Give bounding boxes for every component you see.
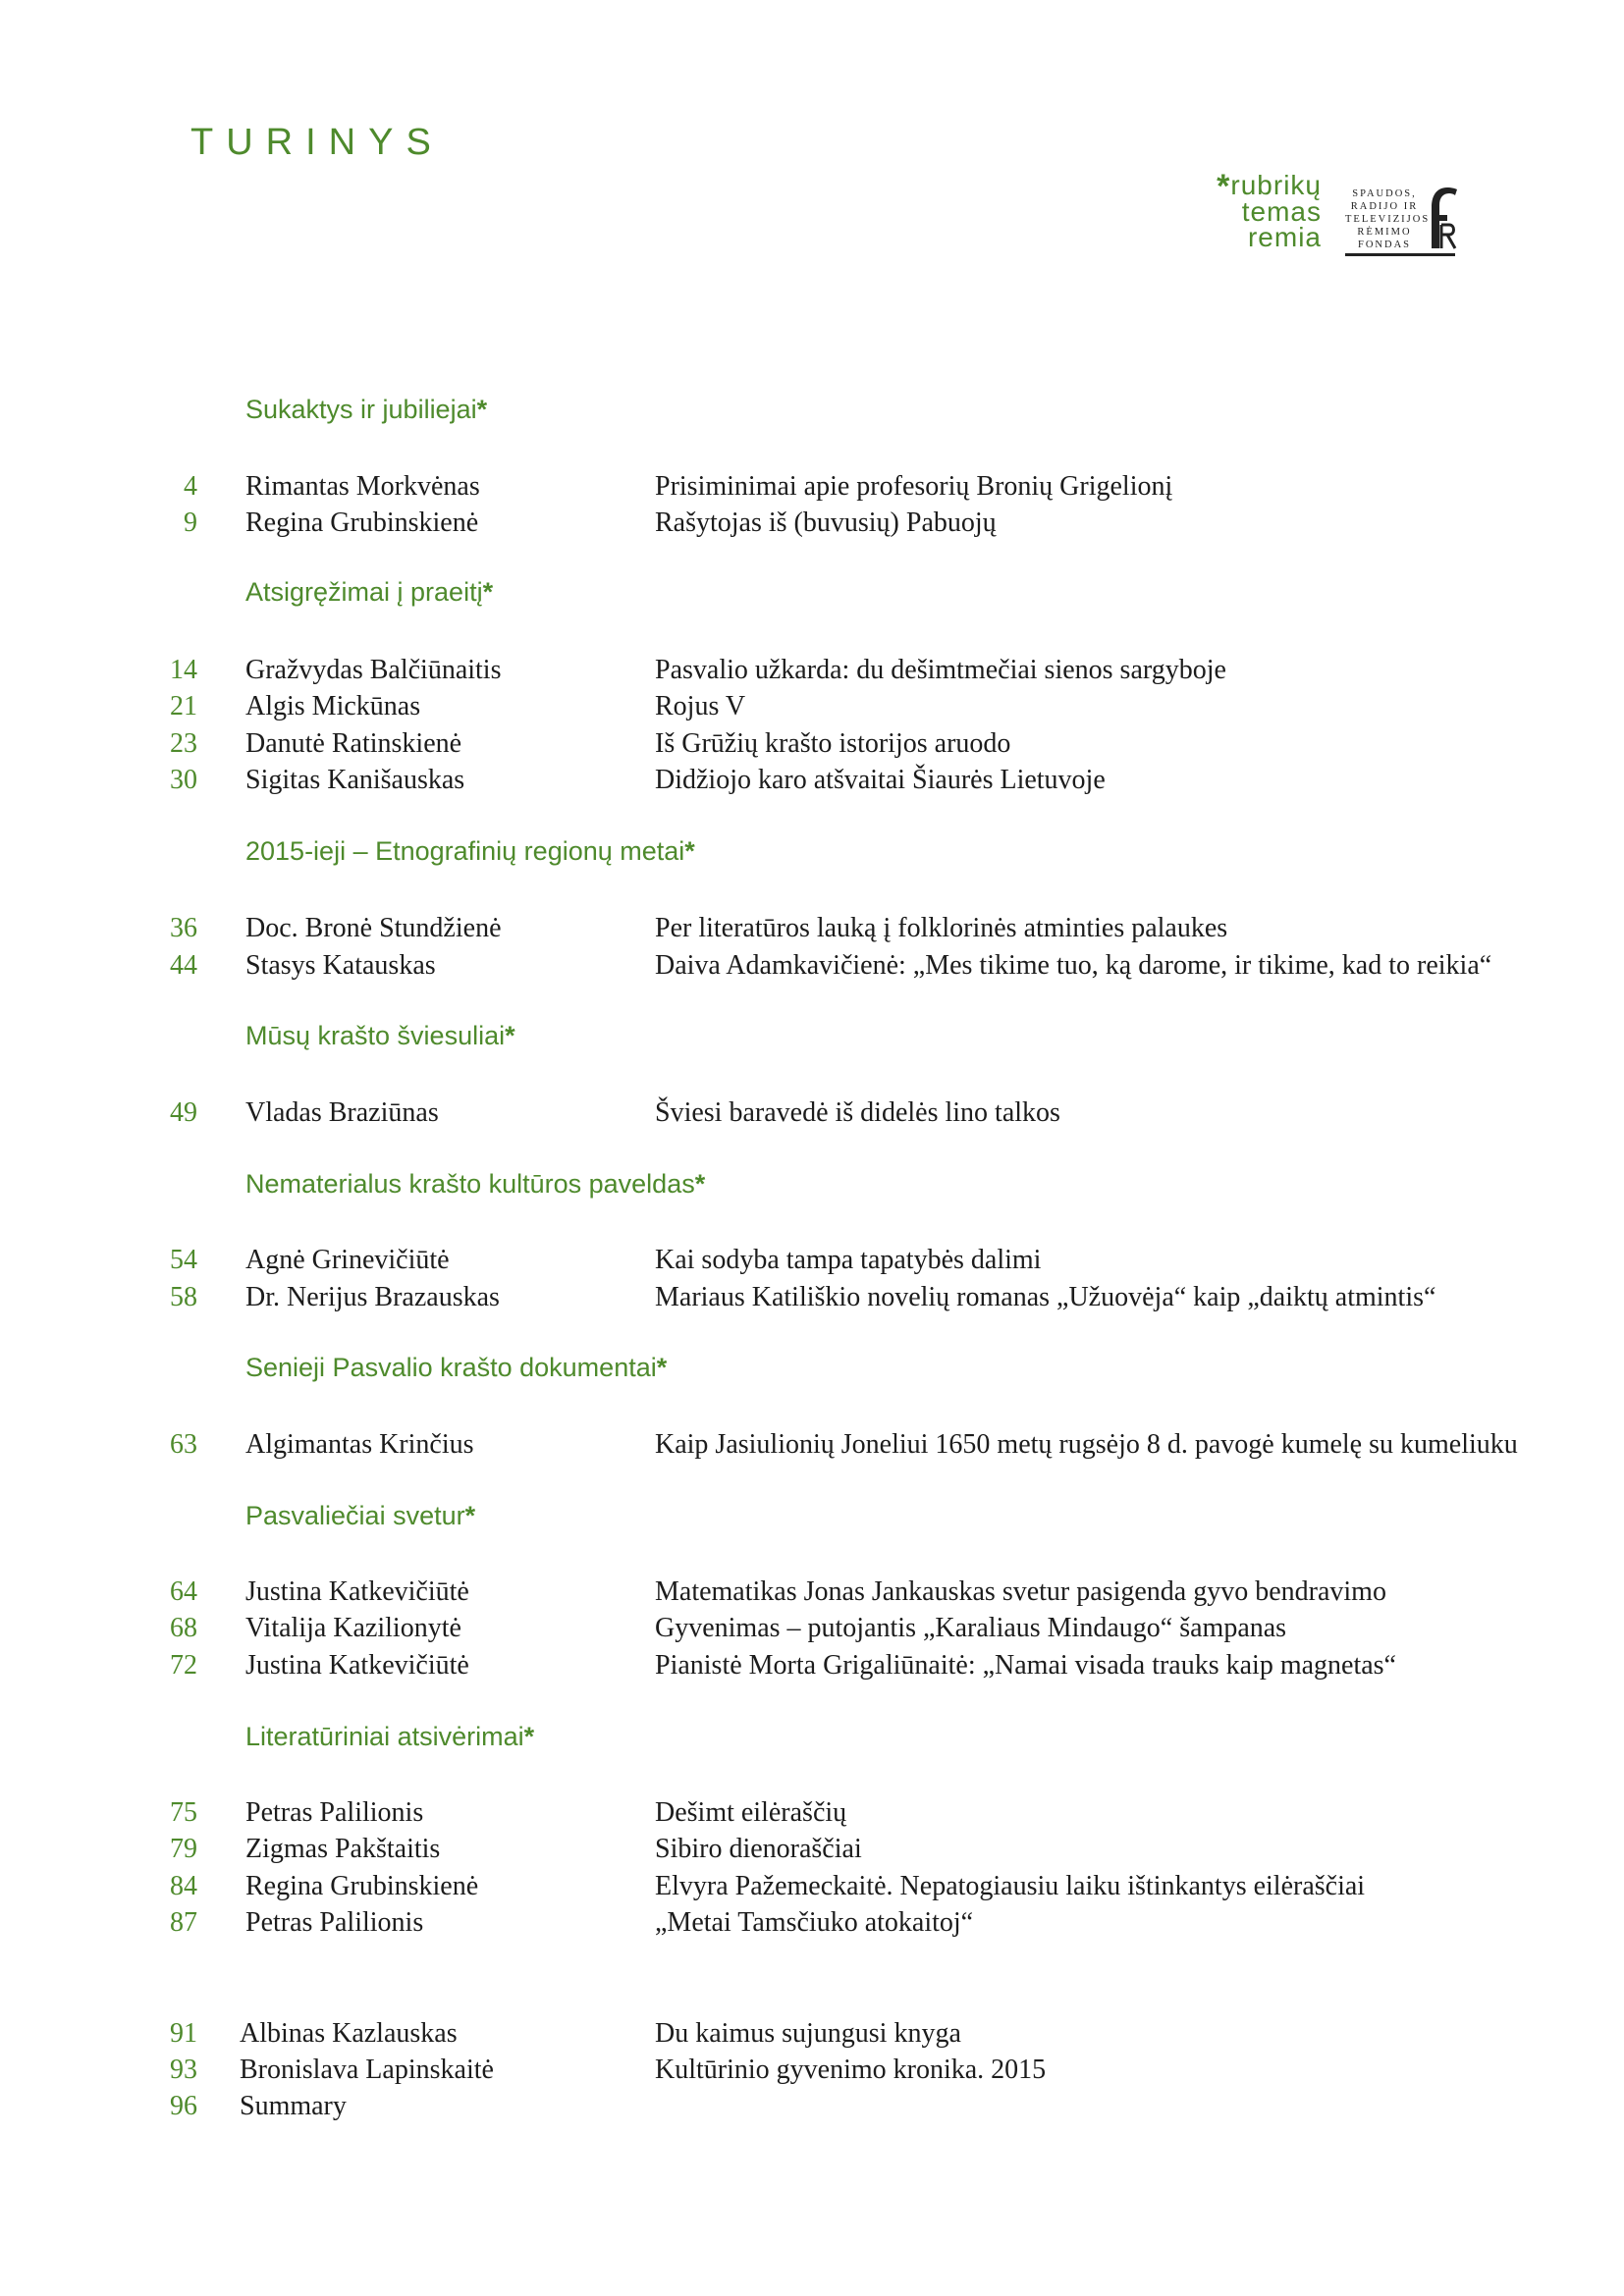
toc-entry: [0, 1243, 1624, 1278]
article-title: Iš Grūžių krašto istorijos aruodo: [655, 728, 1011, 759]
toc-entry: [0, 1575, 1624, 1610]
article-title: Rašytojas iš (buvusių) Pabuojų: [655, 507, 997, 538]
toc-entry: [0, 2089, 1624, 2124]
article-title: Dešimt eilėraščių: [655, 1797, 847, 1828]
toc-entry: [0, 948, 1624, 984]
page-number: 4: [184, 471, 197, 502]
fund-name: [1345, 187, 1431, 251]
toc-entry: [0, 2053, 1624, 2088]
article-title: Prisiminimai apie profesorių Bronių Grigelionį: [655, 471, 1173, 502]
article-title: Pianistė Morta Grigaliūnaitė: „Namai visada trauks kaip magnetas“: [655, 1650, 1396, 1681]
sponsor-line-3: remia: [1247, 222, 1322, 252]
toc-entry: [0, 653, 1624, 688]
fund-name-line: RĖMIMO: [1357, 227, 1412, 238]
section-heading: Pasvaliečiai svetur*: [245, 1501, 476, 1530]
toc-entry: [0, 726, 1624, 762]
article-title: Kai sodyba tampa tapatybės dalimi: [655, 1245, 1042, 1275]
toc-entry: [0, 469, 1624, 505]
author: Vitalija Kazilionytė: [245, 1613, 461, 1643]
page-number: 23: [170, 728, 197, 759]
article-title: Kaip Jasiulionių Joneliui 1650 metų rugsėjo 8 d. pavogė kumelę su kumeliuku: [655, 1429, 1518, 1460]
author: Justina Katkevičiūtė: [245, 1576, 469, 1607]
article-title: Du kaimus sujungusi knyga: [655, 2018, 961, 2049]
page-number: 87: [170, 1907, 197, 1938]
article-title: Kultūrinio gyvenimo kronika. 2015: [655, 2055, 1047, 2085]
author: Dr. Nerijus Brazauskas: [245, 1282, 500, 1312]
toc-entry: [0, 1869, 1624, 1904]
author: Justina Katkevičiūtė: [245, 1650, 469, 1681]
author: Vladas Braziūnas: [245, 1097, 439, 1128]
article-title: Elvyra Pažemeckaitė. Nepatogiausiu laiku ištinkantys eilėraščiai: [655, 1871, 1366, 1901]
page-number: 84: [170, 1871, 197, 1901]
page-number: 21: [170, 691, 197, 721]
toc-entry: [0, 689, 1624, 724]
article-title: Rojus V: [655, 691, 746, 721]
sponsor-tagline: [1214, 168, 1322, 252]
author: Rimantas Morkvėnas: [245, 471, 480, 502]
section-heading: Senieji Pasvalio krašto dokumentai*: [245, 1353, 668, 1382]
page-number: 63: [170, 1429, 197, 1460]
author: Sigitas Kanišauskas: [245, 765, 465, 795]
page-number: 30: [170, 765, 197, 795]
page-number: 49: [170, 1097, 197, 1128]
author: Petras Palilionis: [245, 1907, 424, 1938]
article-title: Sibiro dienoraščiai: [655, 1834, 862, 1864]
page-number: 58: [170, 1282, 197, 1312]
page-number: 96: [170, 2091, 197, 2121]
author: Zigmas Pakštaitis: [245, 1834, 441, 1864]
page-number: 91: [170, 2018, 197, 2049]
section-heading: Nematerialus krašto kultūros paveldas*: [245, 1169, 706, 1199]
article-title: Didžiojo karo atšvaitai Šiaurės Lietuvoje: [655, 765, 1106, 795]
section-heading: Literatūriniai atsivėrimai*: [245, 1722, 535, 1751]
page-number: 64: [170, 1576, 197, 1607]
author: Bronislava Lapinskaitė: [240, 2055, 494, 2085]
toc-entry: [0, 1095, 1624, 1131]
toc-entry: [0, 1611, 1624, 1646]
page-number: 9: [184, 507, 197, 538]
author: Albinas Kazlauskas: [240, 2018, 458, 2049]
author: Petras Palilionis: [245, 1797, 424, 1828]
author: Danutė Ratinskienė: [245, 728, 462, 759]
fund-name-line: RADIJO IR: [1350, 201, 1419, 212]
page-number: 14: [170, 655, 197, 685]
toc-entry: [0, 1795, 1624, 1831]
article-title: Matematikas Jonas Jankauskas svetur pasigenda gyvo bendravimo: [655, 1576, 1386, 1607]
fund-name-line: FONDAS: [1357, 240, 1411, 250]
page-number: 72: [170, 1650, 197, 1681]
fund-logo-icon: [1426, 184, 1459, 250]
section-heading: Mūsų krašto šviesuliai*: [245, 1021, 515, 1050]
section-heading: Sukaktys ir jubiliejai*: [245, 395, 488, 424]
page-title: TURINYS: [190, 122, 444, 163]
author: Algimantas Krinčius: [245, 1429, 474, 1460]
author: Summary: [240, 2091, 347, 2121]
sponsor-line-2: temas: [1241, 196, 1322, 227]
author: Gražvydas Balčiūnaitis: [245, 655, 502, 685]
fund-underline: [1345, 253, 1455, 256]
page-number: 79: [170, 1834, 197, 1864]
page-number: 54: [170, 1245, 197, 1275]
section-heading: 2015-ieji – Etnografinių regionų metai*: [245, 836, 695, 866]
article-title: „Metai Tamsčiuko atokaitoj“: [655, 1907, 974, 1938]
author: Regina Grubinskienė: [245, 1871, 479, 1901]
toc-entry: [0, 1427, 1624, 1463]
author: Regina Grubinskienė: [245, 507, 479, 538]
page-number: 93: [170, 2055, 197, 2085]
toc-entry: [0, 763, 1624, 798]
author: Stasys Katauskas: [245, 950, 436, 981]
page-number: 36: [170, 913, 197, 943]
asterisk-mark: *: [1217, 168, 1231, 205]
toc-entry: [0, 506, 1624, 541]
toc-entry: [0, 911, 1624, 946]
page-number: 75: [170, 1797, 197, 1828]
page-number: 68: [170, 1613, 197, 1643]
sponsor-line-1: rubrikų: [1230, 170, 1322, 200]
article-title: Per literatūros lauką į folklorinės atminties palaukes: [655, 913, 1228, 943]
article-title: Šviesi baravedė iš didelės lino talkos: [655, 1097, 1060, 1128]
toc-entry: [0, 1280, 1624, 1315]
toc-entry: [0, 1648, 1624, 1683]
toc-entry: [0, 1905, 1624, 1941]
fund-name-line: SPAUDOS,: [1352, 188, 1417, 199]
toc-entry: [0, 1832, 1624, 1867]
fund-name-line: TELEVIZIJOS: [1345, 214, 1431, 225]
article-title: Pasvalio užkarda: du dešimtmečiai sienos sargyboje: [655, 655, 1226, 685]
toc-entry: [0, 2016, 1624, 2052]
article-title: Gyvenimas – putojantis „Karaliaus Mindaugo“ šampanas: [655, 1613, 1287, 1643]
author: Agnė Grinevičiūtė: [245, 1245, 450, 1275]
page-number: 44: [170, 950, 197, 981]
article-title: Daiva Adamkavičienė: „Mes tikime tuo, ką darome, ir tikime, kad to reikia“: [655, 950, 1492, 981]
section-heading: Atsigręžimai į praeitį*: [245, 577, 494, 607]
fund-logo-block: [1345, 184, 1467, 258]
article-title: Mariaus Katiliškio novelių romanas „Užuovėja“ kaip „daiktų atmintis“: [655, 1282, 1436, 1312]
author: Doc. Bronė Stundžienė: [245, 913, 502, 943]
author: Algis Mickūnas: [245, 691, 421, 721]
